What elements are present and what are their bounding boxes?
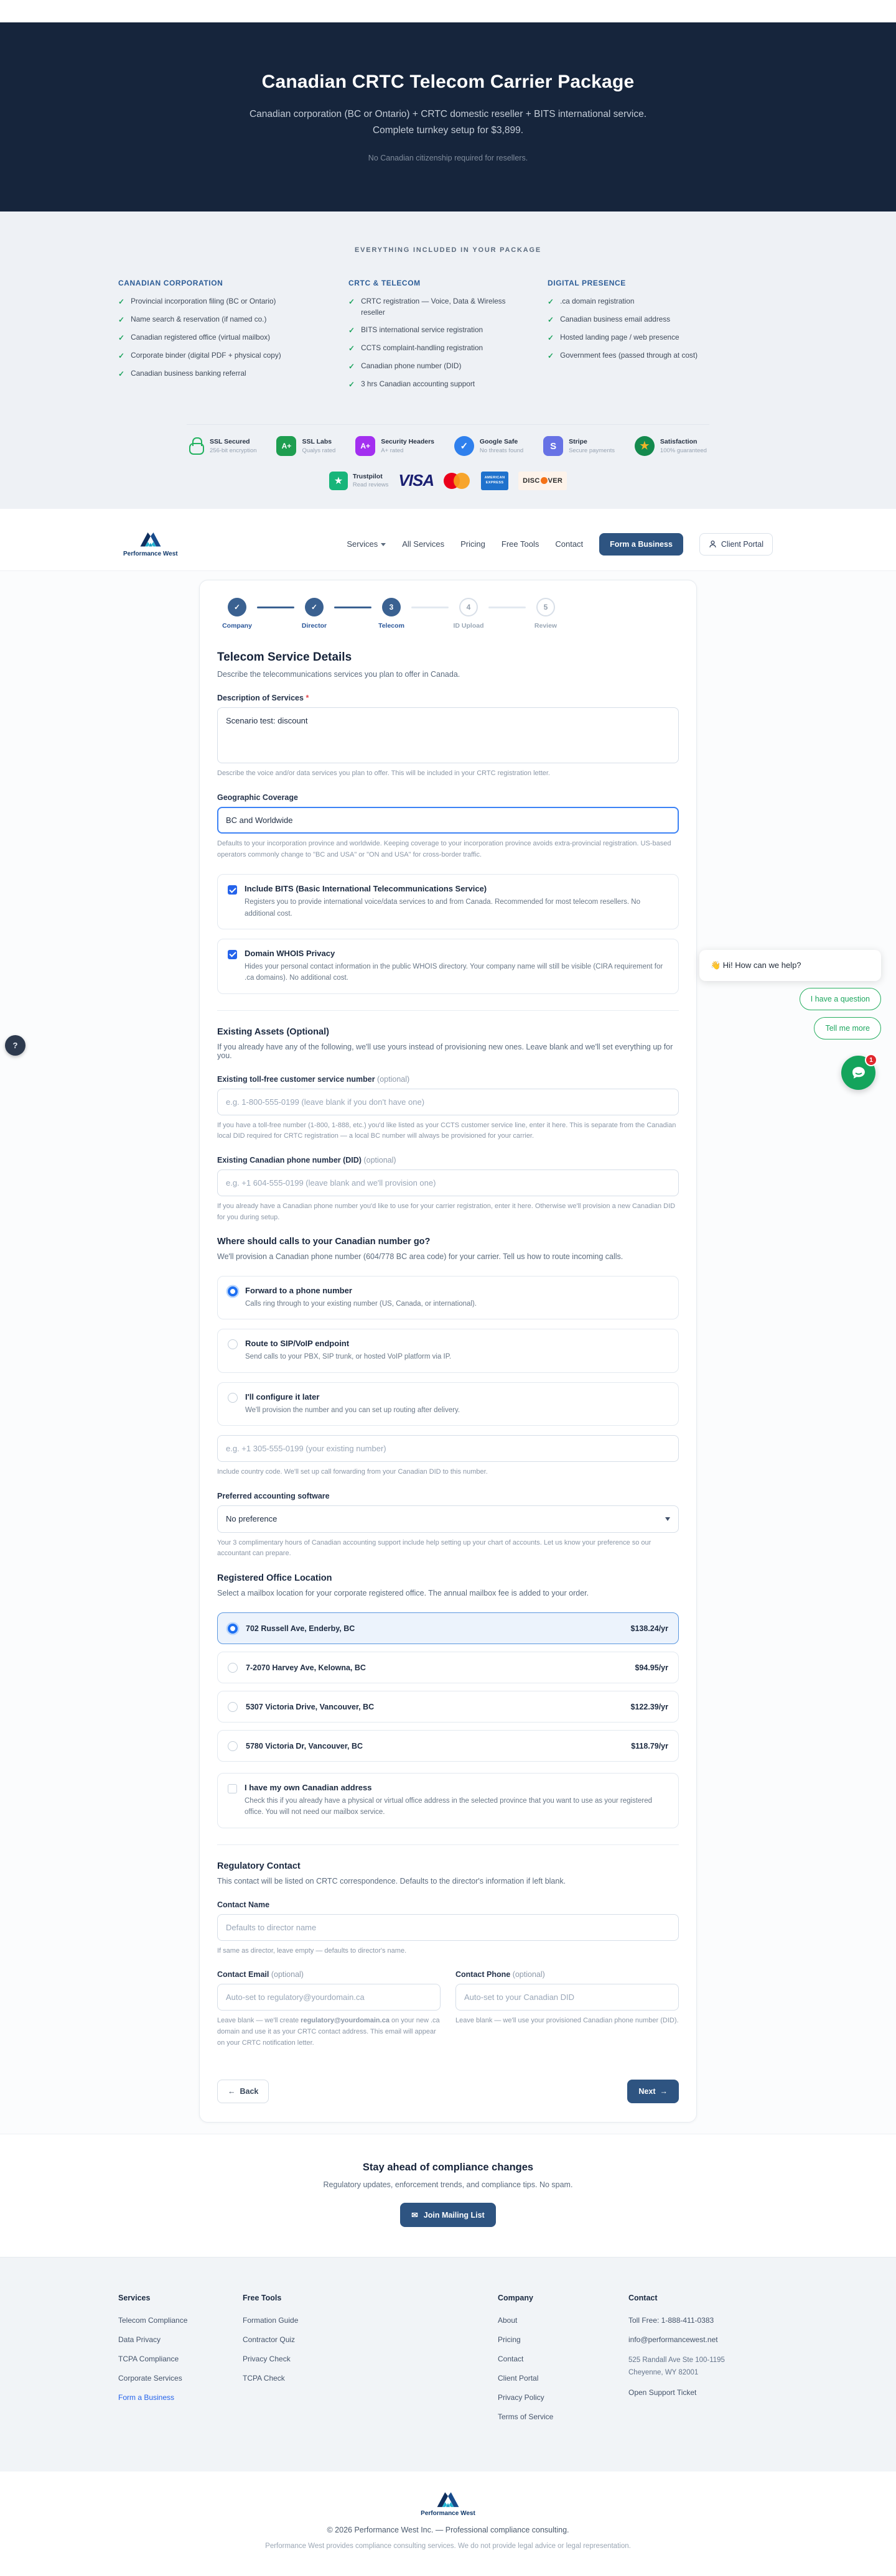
office-option-victoria-drive[interactable]: [217, 1691, 679, 1723]
footer-link[interactable]: Client Portal: [498, 2374, 539, 2383]
discover-text: VER: [548, 477, 563, 485]
nav-item-all-services[interactable]: All Services: [402, 539, 445, 549]
item-text: Canadian business banking referral: [131, 369, 246, 378]
navbar: [0, 518, 896, 571]
later-radio[interactable]: [228, 1393, 238, 1403]
contact-phone-help: Leave blank — we'll use your provisioned Canadian phone number (DID).: [455, 2017, 679, 2025]
footer-address: [628, 2355, 778, 2379]
description-label: [217, 694, 679, 702]
trust-badge-security-headers: [355, 436, 434, 456]
trust-badge-ssl: [189, 436, 257, 456]
option-title: Forward to a phone number: [245, 1286, 352, 1296]
item-text: .ca domain registration: [560, 297, 635, 305]
check-icon: [348, 325, 355, 336]
routing-title: Where should calls to your Canadian number go?: [217, 1237, 431, 1247]
office-option-victoria-dr[interactable]: [217, 1730, 679, 1762]
own-address-card[interactable]: [217, 1773, 679, 1828]
footer-heading: Contact: [628, 2294, 658, 2303]
help-button[interactable]: [5, 1035, 26, 1056]
trustpilot-badge[interactable]: [329, 472, 389, 490]
list-item: [118, 368, 324, 379]
wizard-card: [199, 580, 697, 2123]
contact-email-input[interactable]: [217, 1984, 441, 2011]
included-heading: EVERYTHING INCLUDED IN YOUR PACKAGE: [355, 246, 541, 254]
hero-banner: [0, 22, 896, 212]
nav-item-free-tools[interactable]: Free Tools: [501, 539, 539, 549]
office-option-enderby[interactable]: [217, 1612, 679, 1644]
discover-dot-icon: [541, 477, 548, 484]
step-id-upload[interactable]: [449, 598, 488, 630]
stripe-icon: S: [543, 436, 563, 456]
footer-link[interactable]: Contact: [498, 2355, 524, 2364]
footer-brand: [421, 2490, 475, 2517]
back-label: Back: [240, 2087, 259, 2096]
chat-quick-reply-question[interactable]: I have a question: [800, 988, 881, 1010]
step-label: Company: [222, 622, 252, 630]
discover-logo: [518, 472, 567, 490]
tollfree-label: [217, 1075, 679, 1084]
list-item: [118, 314, 324, 325]
badge-subtitle: Qualys rated: [302, 447, 336, 455]
badge-title: Satisfaction: [660, 438, 698, 446]
tollfree-help: If you have a toll-free number (1-800, 1-888, etc.) you'd like listed as your CCTS customer service line, enter it here. This is separate from the Canadian local DID required for CRTC registration — a local BC number will always be provisioned for your carrier.: [217, 1121, 676, 1140]
list-item: [348, 343, 523, 354]
address-line: 525 Randall Ave Ste 100-1195: [628, 2356, 725, 2364]
routing-option-forward[interactable]: [217, 1276, 679, 1319]
page-title: Telecom Service Details: [217, 651, 352, 664]
label-text: Contact Email: [217, 1970, 269, 1979]
step-connector: [257, 607, 294, 608]
badge-subtitle: Secure payments: [569, 447, 615, 455]
contact-phone-field: [455, 1970, 679, 2062]
step-telecom[interactable]: [371, 598, 411, 630]
client-portal-button[interactable]: [699, 533, 773, 556]
forward-radio[interactable]: [228, 1286, 238, 1296]
item-text: Hosted landing page / web presence: [560, 333, 679, 342]
footer-heading: Company: [498, 2294, 533, 2303]
brand-name: Performance West: [421, 2510, 475, 2518]
office-option-kelowna[interactable]: [217, 1652, 679, 1683]
step-label: Review: [534, 622, 558, 630]
nav-item-contact[interactable]: Contact: [555, 539, 584, 549]
step-label: ID Upload: [453, 622, 484, 630]
item-text: Canadian registered office (virtual mailbox): [131, 333, 271, 342]
footer-email[interactable]: info@performancewest.net: [628, 2335, 718, 2345]
optional-tag: (optional): [512, 1970, 545, 1979]
office-price: $118.79/yr: [631, 1741, 668, 1751]
discover-text: DISC: [523, 477, 540, 485]
button-label: Join Mailing List: [423, 2210, 485, 2220]
arrow-right-icon: →: [660, 2087, 668, 2096]
lock-icon: [189, 443, 204, 455]
visa-logo: VISA: [398, 471, 434, 490]
label-text: Existing toll-free customer service number: [217, 1074, 375, 1084]
badge-subtitle: 100% guaranteed: [660, 447, 707, 455]
existing-assets-title: Existing Assets (Optional): [217, 1026, 329, 1037]
item-text: Name search & reservation (if named co.): [131, 315, 267, 323]
footer-phone[interactable]: Toll Free: 1-888-411-0383: [628, 2316, 714, 2325]
user-icon: [709, 540, 717, 548]
progress-stepper: [217, 598, 679, 630]
trustpilot-subtitle: Read reviews: [352, 481, 389, 489]
optional-tag: (optional): [377, 1074, 410, 1084]
list-item: [548, 314, 734, 325]
mountain-logo-icon: [436, 2490, 460, 2510]
footer-link[interactable]: About: [498, 2316, 518, 2325]
contact-name-label: Contact Name: [217, 1900, 270, 1909]
check-icon: [118, 368, 124, 379]
badge-title: Security Headers: [381, 438, 435, 446]
badge-title: SSL Secured: [210, 438, 250, 446]
footer-link-form-a-business[interactable]: Form a Business: [118, 2393, 175, 2402]
next-label: Next: [638, 2087, 656, 2096]
whois-checkbox[interactable]: [228, 950, 237, 959]
join-mailing-list-button[interactable]: [400, 2203, 495, 2227]
included-column-corporation: [118, 279, 324, 397]
badge-subtitle: 256-bit encryption: [210, 447, 257, 455]
footer-column-company: [498, 2294, 628, 2432]
check-icon: [118, 332, 124, 343]
bits-option-card[interactable]: [217, 874, 679, 929]
top-strip: [0, 0, 896, 22]
whois-option-card[interactable]: [217, 939, 679, 994]
bits-checkbox[interactable]: [228, 885, 237, 895]
footer-link[interactable]: Privacy Check: [243, 2355, 291, 2364]
list-item: [548, 350, 734, 361]
amex-logo: [481, 472, 508, 490]
contact-email-field: [217, 1970, 441, 2062]
form-a-business-button[interactable]: Form a Business: [599, 533, 683, 556]
badge-subtitle: A+ rated: [381, 447, 404, 455]
footer-link[interactable]: Formation Guide: [243, 2316, 299, 2325]
description-help: Describe the voice and/or data services you plan to offer. This will be included in your CRTC registration letter.: [217, 770, 550, 778]
item-text: CCTS complaint-handling registration: [361, 343, 483, 353]
amex-text: EXPRESS: [485, 480, 504, 485]
help-text: Leave blank — we'll create: [217, 2017, 301, 2025]
option-title: Route to SIP/VoIP endpoint: [245, 1339, 350, 1349]
item-text: Canadian business email address: [560, 315, 671, 323]
page-subtitle: Describe the telecommunications services you plan to offer in Canada.: [217, 670, 460, 679]
item-text: 3 hrs Canadian accounting support: [361, 379, 475, 389]
nav-label: Services: [347, 539, 378, 549]
list-item: [548, 296, 734, 307]
option-desc: Send calls to your PBX, SIP trunk, or hosted VoIP platform via IP.: [245, 1353, 452, 1361]
satisfaction-star-icon: ★: [635, 436, 655, 456]
newsletter-section: [0, 2134, 896, 2257]
step-connector: [334, 607, 371, 608]
list-item: [118, 332, 324, 343]
nav-links: [347, 533, 773, 556]
check-icon: [548, 314, 554, 325]
mountain-logo-icon: [139, 531, 162, 549]
portal-label: Client Portal: [721, 539, 763, 549]
ssl-labs-grade-icon: A+: [276, 436, 296, 456]
step-check-icon: ✓: [228, 598, 246, 616]
trustpilot-title: Trustpilot: [352, 473, 383, 481]
footer-heading: Services: [118, 2294, 151, 2303]
optional-tag: (optional): [363, 1155, 396, 1165]
check-icon: [118, 350, 124, 361]
contact-email-label: [217, 1970, 441, 1979]
footer-link[interactable]: Corporate Services: [118, 2374, 182, 2383]
badge-subtitle: No threats found: [479, 447, 524, 455]
office-title: Registered Office Location: [217, 1573, 332, 1584]
accounting-help: Your 3 complimentary hours of Canadian accounting support include help setting up your chart of accounts. Let us know your preference so our accountant can prepare.: [217, 1538, 651, 1558]
routing-subtitle: We'll provision a Canadian phone number (604/778 BC area code) for your carrier. Tell us how to route incoming calls.: [217, 1252, 623, 1262]
item-text: Corporate binder (digital PDF + physical copy): [131, 351, 281, 360]
footer-link[interactable]: Terms of Service: [498, 2412, 554, 2422]
list-item: [348, 296, 523, 318]
office-subtitle: Select a mailbox location for your corporate registered office. The annual mailbox fee is added to your order.: [217, 1589, 589, 1598]
office-radio[interactable]: [228, 1624, 238, 1634]
badge-title: SSL Labs: [302, 438, 332, 446]
list-item: [348, 379, 523, 390]
footer-link[interactable]: TCPA Compliance: [118, 2355, 179, 2364]
office-radio[interactable]: [228, 1741, 238, 1751]
footer-link[interactable]: Telecom Compliance: [118, 2316, 188, 2325]
footer-bottom: [0, 2471, 896, 2576]
hero-note: No Canadian citizenship required for resellers.: [368, 154, 528, 163]
step-connector: [411, 607, 449, 608]
mail-icon: ✉: [411, 2211, 418, 2220]
newsletter-title: Stay ahead of compliance changes: [362, 2162, 534, 2174]
chat-bubble-icon: [850, 1064, 867, 1082]
trustpilot-star-icon: ★: [329, 472, 348, 490]
footer-column-contact: [628, 2294, 778, 2432]
sip-radio[interactable]: [228, 1339, 238, 1349]
mastercard-logo: [444, 472, 471, 490]
optional-tag: (optional): [271, 1970, 304, 1979]
office-address: 702 Russell Ave, Enderby, BC: [246, 1624, 355, 1633]
item-text: Provincial incorporation filing (BC or Ontario): [131, 297, 276, 305]
hero-title: Canadian CRTC Telecom Carrier Package: [261, 71, 635, 92]
accounting-label: Preferred accounting software: [217, 1491, 330, 1500]
section-divider: [217, 1010, 679, 1011]
label-text: Contact Phone: [455, 1970, 511, 1979]
footer-link[interactable]: TCPA Check: [243, 2374, 285, 2383]
footer-link[interactable]: Contractor Quiz: [243, 2335, 296, 2345]
contact-name-help: If same as director, leave empty — defaults to director's name.: [217, 1946, 407, 1955]
office-address: 5307 Victoria Drive, Vancouver, BC: [246, 1702, 375, 1711]
did-label: [217, 1156, 679, 1165]
list-item: [118, 296, 324, 307]
accounting-select-wrap: [217, 1505, 679, 1533]
step-number: 4: [459, 598, 478, 616]
contact-phone-input[interactable]: [455, 1984, 679, 2011]
forward-number-help: Include country code. We'll set up call forwarding from your Canadian DID to this number.: [217, 1468, 488, 1476]
label-text: Description of Services: [217, 694, 304, 703]
routing-option-later[interactable]: [217, 1382, 679, 1426]
nav-item-pricing[interactable]: Pricing: [460, 539, 485, 549]
included-column-digital: [548, 279, 734, 397]
trust-badge-google-safe: [454, 436, 523, 456]
forward-number-input[interactable]: [217, 1435, 679, 1462]
chat-quick-reply-tell-me-more[interactable]: Tell me more: [814, 1017, 881, 1039]
badge-title: Stripe: [569, 438, 587, 446]
item-text: BITS international service registration: [361, 325, 483, 335]
footer: [0, 2257, 896, 2471]
payment-methods-row: [0, 461, 896, 509]
column-title: CANADIAN CORPORATION: [118, 279, 223, 287]
label-text: Existing Canadian phone number (DID): [217, 1155, 362, 1165]
whois-desc: Hides your personal contact information in the public WHOIS directory. Your company name will still be visible (CIRA requirement for .ca domains). No additional cost.: [245, 962, 663, 982]
copyright-text: © 2026 Performance West Inc. — Professional compliance consulting.: [327, 2526, 569, 2535]
chat-widget: [699, 950, 881, 1039]
list-item: [348, 325, 523, 336]
check-icon: [118, 296, 124, 307]
footer-link[interactable]: Data Privacy: [118, 2335, 161, 2345]
included-column-crtc: [348, 279, 523, 397]
main-content: [0, 571, 896, 2134]
list-item: [548, 332, 734, 343]
disclaimer-text: Performance West provides compliance consulting services. We do not provide legal advice or legal representation.: [265, 2542, 631, 2550]
office-radio[interactable]: [228, 1702, 238, 1712]
did-help: If you already have a Canadian phone number you'd like to use for your carrier registration, enter it here. Otherwise we'll provision a new Canadian DID for you during setup.: [217, 1202, 676, 1221]
trust-badge-stripe: [543, 436, 615, 456]
office-price: $138.24/yr: [630, 1624, 668, 1633]
routing-option-sip[interactable]: [217, 1329, 679, 1372]
security-headers-grade-icon: A+: [355, 436, 375, 456]
office-address: 5780 Victoria Dr, Vancouver, BC: [246, 1741, 363, 1751]
package-section: [0, 212, 896, 509]
bits-title: Include BITS (Basic International Telecommunications Service): [245, 884, 487, 894]
chevron-down-icon: [381, 543, 386, 546]
geo-coverage-label: Geographic Coverage: [217, 793, 298, 802]
brand-logo[interactable]: [123, 531, 178, 557]
step-label: Director: [301, 622, 327, 630]
hero-subtitle: Canadian corporation (BC or Ontario) + CRTC domestic reseller + BITS international service. Complete turnkey setup for $3,899.: [249, 108, 647, 136]
step-review[interactable]: [526, 598, 566, 630]
contact-name-input[interactable]: [217, 1914, 679, 1941]
office-price: $122.39/yr: [630, 1702, 668, 1711]
step-check-icon: ✓: [305, 598, 324, 616]
shield-check-icon: ✓: [454, 436, 474, 456]
existing-assets-subtitle: If you already have any of the following, we'll use yours instead of provisioning new ones. Leave blank and we'll set everything up for you.: [217, 1042, 673, 1060]
step-number: 5: [536, 598, 555, 616]
question-mark-icon: ?: [12, 1041, 18, 1050]
contact-phone-label: [455, 1970, 679, 1979]
chat-unread-badge: 1: [865, 1054, 877, 1066]
trust-badges-row: [187, 424, 709, 461]
help-text: on your new .ca domain and use it as your CRTC contact address. This email will appear on your CRTC notification letter.: [217, 2017, 440, 2047]
office-address: 7-2070 Harvey Ave, Kelowna, BC: [246, 1663, 366, 1672]
arrow-left-icon: ←: [228, 2087, 236, 2096]
next-button[interactable]: [627, 2080, 679, 2103]
list-item: [348, 361, 523, 372]
check-icon: [348, 296, 355, 318]
option-desc: Calls ring through to your existing number (US, Canada, or international).: [245, 1300, 477, 1308]
regulatory-title: Regulatory Contact: [217, 1861, 301, 1871]
required-asterisk: *: [306, 694, 309, 703]
check-icon: [118, 314, 124, 325]
office-price: $94.95/yr: [635, 1663, 668, 1672]
whois-title: Domain WHOIS Privacy: [245, 948, 335, 958]
footer-column-services: [118, 2294, 243, 2432]
own-address-desc: Check this if you already have a physical or virtual office address in the selected province that you want to use as your registered office. You will not need our mailbox service.: [245, 1797, 653, 1816]
footer-link[interactable]: Privacy Policy: [498, 2393, 544, 2402]
item-text: Canadian phone number (DID): [361, 361, 462, 371]
check-icon: [548, 332, 554, 343]
regulatory-subtitle: This contact will be listed on CRTC correspondence. Defaults to the director's information if left blank.: [217, 1876, 566, 1886]
column-title: CRTC & TELECOM: [348, 279, 421, 287]
step-director[interactable]: [294, 598, 334, 630]
footer-support-link[interactable]: Open Support Ticket: [628, 2388, 697, 2397]
office-radio[interactable]: [228, 1663, 238, 1673]
chat-launcher-button[interactable]: [841, 1056, 875, 1090]
footer-link[interactable]: Pricing: [498, 2335, 521, 2345]
did-input[interactable]: [217, 1169, 679, 1196]
footer-heading: Free Tools: [243, 2294, 282, 2303]
description-textarea[interactable]: [217, 707, 679, 763]
own-address-checkbox[interactable]: [228, 1784, 237, 1793]
tollfree-input[interactable]: [217, 1089, 679, 1115]
trust-badge-satisfaction: [635, 436, 707, 456]
help-email: regulatory@yourdomain.ca: [301, 2017, 390, 2025]
step-company[interactable]: [217, 598, 257, 630]
step-number: 3: [382, 598, 401, 616]
column-title: DIGITAL PRESENCE: [548, 279, 626, 287]
badge-title: Google Safe: [479, 438, 518, 446]
newsletter-subtitle: Regulatory updates, enforcement trends, and compliance tips. No spam.: [323, 2180, 573, 2190]
address-line: Cheyenne, WY 82001: [628, 2368, 699, 2376]
section-divider: [217, 1844, 679, 1845]
chat-greeting-bubble: 👋 Hi! How can we help?: [699, 950, 881, 981]
check-icon: [348, 343, 355, 354]
own-address-title: I have my own Canadian address: [245, 1783, 372, 1793]
check-icon: [548, 350, 554, 361]
accounting-select[interactable]: [217, 1505, 679, 1533]
trust-badge-ssllabs: [276, 436, 335, 456]
bits-desc: Registers you to provide international voice/data services to and from Canada. Recommended for most telecom resellers. No additional cost.: [245, 898, 640, 918]
step-connector: [488, 607, 526, 608]
included-columns: [118, 279, 778, 397]
list-item: [118, 350, 324, 361]
brand-name: Performance West: [123, 551, 178, 558]
step-label: Telecom: [378, 622, 404, 630]
option-desc: We'll provision the number and you can set up routing after delivery.: [245, 1406, 460, 1414]
footer-column-free-tools: [243, 2294, 498, 2432]
check-icon: [348, 379, 355, 390]
geo-coverage-help: Defaults to your incorporation province and worldwide. Keeping coverage to your incorporation province avoids extra-provincial registration. US-based operators commonly change to "BC and USA" or "ON and USA" for cross-border traffic.: [217, 839, 671, 858]
geo-coverage-input[interactable]: [217, 807, 679, 834]
item-text: CRTC registration — Voice, Data & Wireless reseller: [361, 297, 506, 317]
check-icon: [548, 296, 554, 307]
amex-text: AMERICAN: [484, 476, 505, 480]
nav-item-services[interactable]: [347, 539, 386, 549]
back-button[interactable]: [217, 2080, 269, 2103]
item-text: Government fees (passed through at cost): [560, 351, 698, 360]
contact-email-help: [217, 2016, 441, 2048]
check-icon: [348, 361, 355, 372]
option-title: I'll configure it later: [245, 1392, 320, 1402]
